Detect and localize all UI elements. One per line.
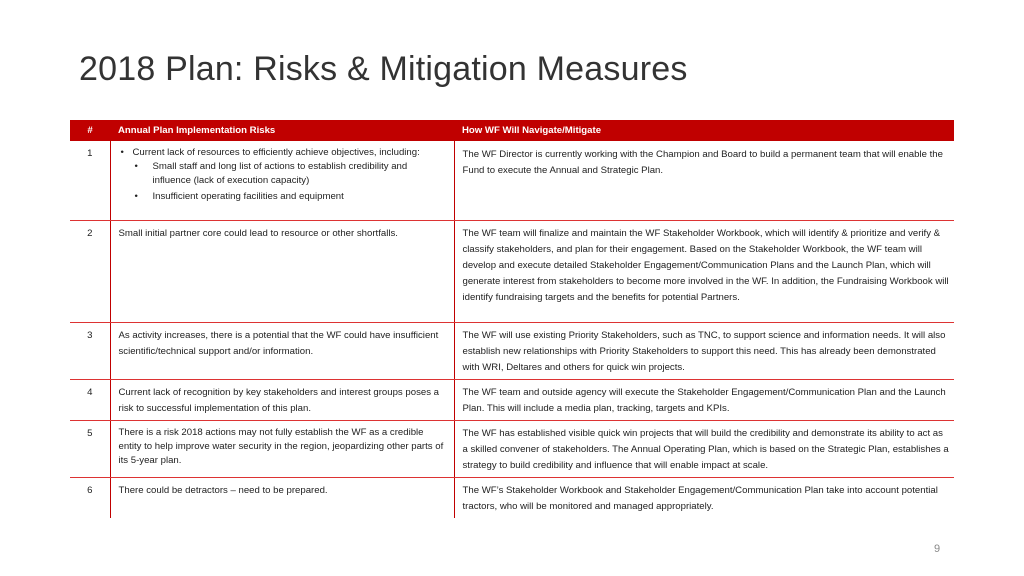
mitigation-cell: The WF has established visible quick win projects that will build the credibility and demonstrate its ability to act as a skilled convener of stakeholders. The Annual Operating Plan, which is based on the Strategic Plan, establishes a strategy to build credibility and influence that will enable impact at scale.	[454, 420, 954, 477]
risk-sublist	[133, 160, 444, 204]
header-mitigation: How WF Will Navigate/Mitigate	[454, 120, 954, 141]
table-row	[70, 420, 954, 477]
risks-table	[70, 120, 954, 518]
mitigation-cell: The WF Director is currently working with the Champion and Board to build a permanent team that will enable the Fund to execute the Annual and Strategic Plan.	[454, 141, 954, 220]
table-row	[70, 477, 954, 518]
table-row	[70, 141, 954, 220]
row-number: 6	[70, 477, 110, 518]
row-number: 1	[70, 141, 110, 220]
risk-cell: There could be detractors – need to be prepared.	[110, 477, 454, 518]
header-number: #	[70, 120, 110, 141]
row-number: 3	[70, 322, 110, 379]
header-risks: Annual Plan Implementation Risks	[110, 120, 454, 141]
risk-intro: Current lack of resources to efficiently achieve objectives, including:	[132, 147, 420, 158]
slide-title: 2018 Plan: Risks & Mitigation Measures	[79, 50, 688, 88]
risk-cell: Current lack of recognition by key stakeholders and interest groups poses a risk to successful implementation of this plan.	[110, 379, 454, 420]
table-row	[70, 220, 954, 322]
row-number: 2	[70, 220, 110, 322]
table-row	[70, 322, 954, 379]
table-row	[70, 379, 954, 420]
risk-bullet	[119, 146, 444, 204]
risk-subitem: • Insufficient operating facilities and equipment	[133, 190, 444, 204]
mitigation-cell: The WF will use existing Priority Stakeholders, such as TNC, to support science and information needs. It will also establish new relationships with Priority Stakeholders to support this need. This has already been demonstrated with WRI, Deltares and others for quick win projects.	[454, 322, 954, 379]
risk-cell	[110, 141, 454, 220]
table-header-row	[70, 120, 954, 141]
page-number: 9	[934, 543, 941, 555]
row-number: 5	[70, 420, 110, 477]
mitigation-cell: The WF team will finalize and maintain the WF Stakeholder Workbook, which will identify & prioritize and verify & classify stakeholders, and plan for their engagement. Based on the Stakeholder Workbook, the WF team will develop and execute detailed Stakeholder Engagement/Communication Plans and the Launch Plan, which will generate interest from stakeholders to become more involved in the WF. In addition, the Fundraising Workbook will identify fundraising targets and the benefits for potential Partners.	[454, 220, 954, 322]
mitigation-cell: The WF team and outside agency will execute the Stakeholder Engagement/Communication Plan and the Launch Plan. This will include a media plan, tracking, targets and KPIs.	[454, 379, 954, 420]
mitigation-cell: The WF’s Stakeholder Workbook and Stakeholder Engagement/Communication Plan take into account potential tractors, who will be monitored and managed appropriately.	[462, 484, 938, 512]
risk-cell: As activity increases, there is a potential that the WF could have insufficient scientific/technical support and/or information.	[110, 322, 454, 379]
row-number: 4	[70, 379, 110, 420]
risk-subitem: • Small staff and long list of actions to establish credibility and influence (lack of execution capacity)	[133, 160, 444, 188]
risk-cell: Small initial partner core could lead to resource or other shortfalls.	[110, 220, 454, 322]
risk-cell: There is a risk 2018 actions may not fully establish the WF as a credible entity to help improve water security in the region, jeopardizing other parts of its 5-year plan.	[110, 420, 454, 477]
risk-list	[119, 146, 444, 204]
